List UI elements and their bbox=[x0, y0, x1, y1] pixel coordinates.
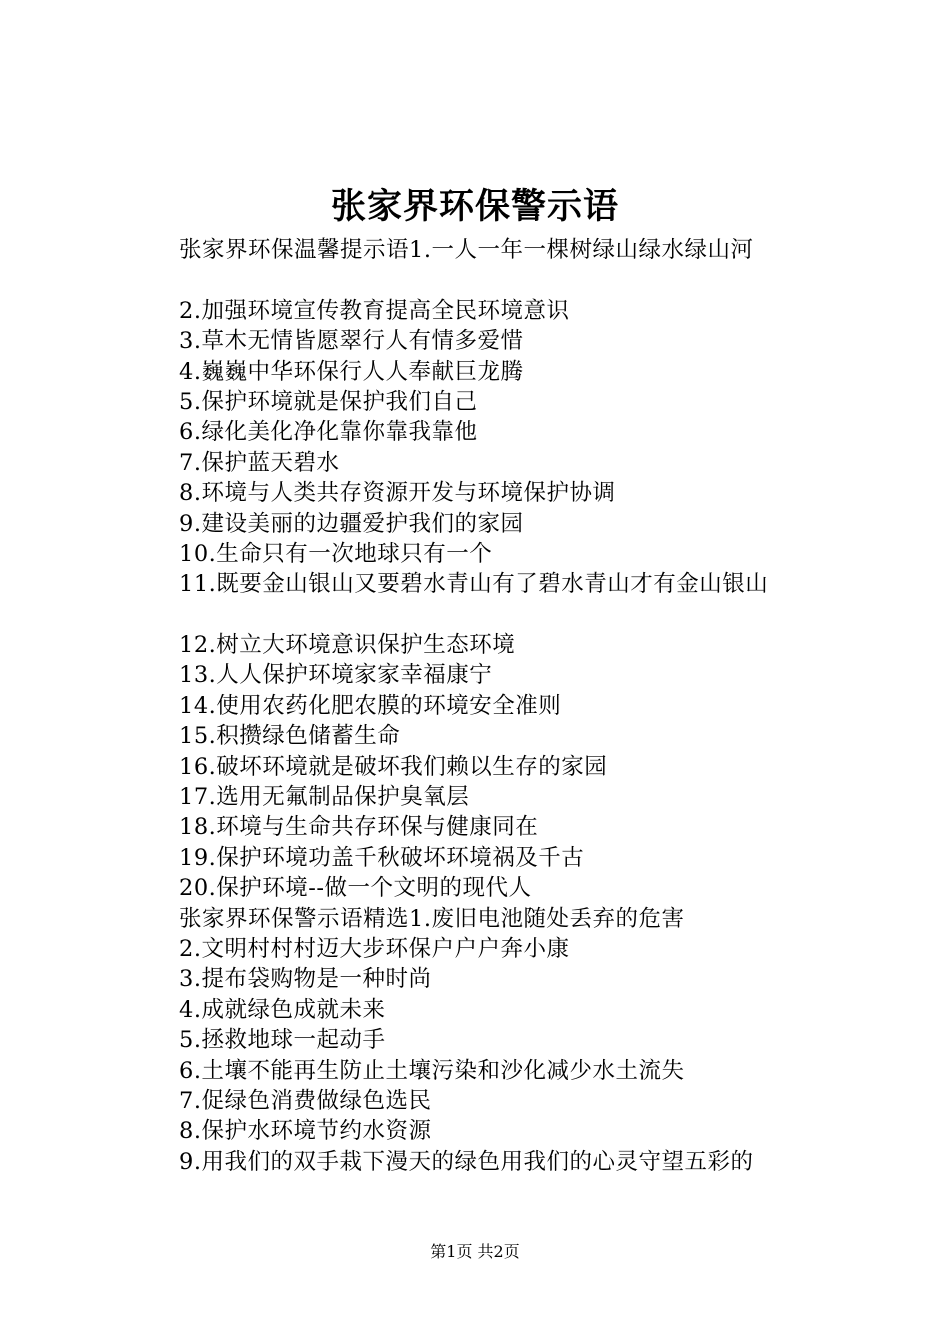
text-line: 2.文明村村村迈大步环保户户户奔小康 bbox=[179, 935, 570, 962]
text-line: 20.保护环境--做一个文明的现代人 bbox=[179, 875, 532, 902]
text-line: 2.加强环境宣传教育提高全民环境意识 bbox=[179, 297, 570, 324]
text-line: 12.树立大环境意识保护生态环境 bbox=[179, 632, 516, 659]
text-line: 9.建设美丽的边疆爱护我们的家园 bbox=[179, 510, 524, 537]
text-line: 19.保护环境功盖千秋破坏环境祸及千古 bbox=[179, 844, 585, 871]
text-line: 6.绿化美化净化靠你靠我靠他 bbox=[179, 419, 478, 446]
text-line: 3.提布袋购物是一种时尚 bbox=[179, 966, 432, 993]
text-line: 15.积攒绿色储蓄生命 bbox=[179, 723, 401, 750]
text-line: 8.保护水环境节约水资源 bbox=[179, 1118, 432, 1145]
document-title: 张家界环保警示语 bbox=[330, 186, 619, 227]
page-number-footer: 第1页 共2页 bbox=[430, 1242, 520, 1261]
text-line: 16.破坏环境就是破坏我们赖以生存的家园 bbox=[179, 753, 608, 780]
text-line: 4.成就绿色成就未来 bbox=[179, 996, 386, 1023]
text-line: 11.既要金山银山又要碧水青山有了碧水青山才有金山银山 bbox=[179, 571, 769, 598]
text-line: 张家界环保温馨提示语1.一人一年一棵树绿山绿水绿山河 bbox=[179, 237, 754, 263]
text-line: 5.保护环境就是保护我们自己 bbox=[179, 388, 478, 415]
text-line: 4.巍巍中华环保行人人奉献巨龙腾 bbox=[179, 358, 524, 385]
text-line: 10.生命只有一次地球只有一个 bbox=[179, 540, 493, 567]
document-body bbox=[179, 235, 839, 1177]
text-line: 8.环境与人类共存资源开发与环境保护协调 bbox=[179, 480, 616, 507]
text-line: 5.拯救地球一起动手 bbox=[179, 1027, 386, 1054]
text-line: 17.选用无氟制品保护臭氧层 bbox=[179, 784, 470, 811]
text-line: 7.保护蓝天碧水 bbox=[179, 449, 340, 476]
text-line: 6.土壤不能再生防止土壤污染和沙化减少水土流失 bbox=[179, 1057, 685, 1084]
text-line: 14.使用农药化肥农膜的环境安全准则 bbox=[179, 692, 562, 719]
text-line: 张家界环保警示语精选1.废旧电池随处丢弃的危害 bbox=[179, 905, 685, 932]
text-line: 9.用我们的双手栽下漫天的绿色用我们的心灵守望五彩的 bbox=[179, 1148, 754, 1175]
text-line: 18.环境与生命共存环保与健康同在 bbox=[179, 814, 539, 841]
text-line: 7.促绿色消费做绿色选民 bbox=[179, 1087, 432, 1114]
text-line: 13.人人保护环境家家幸福康宁 bbox=[179, 662, 493, 689]
text-line: 3.草木无情皆愿翠行人有情多爱惜 bbox=[179, 328, 524, 355]
